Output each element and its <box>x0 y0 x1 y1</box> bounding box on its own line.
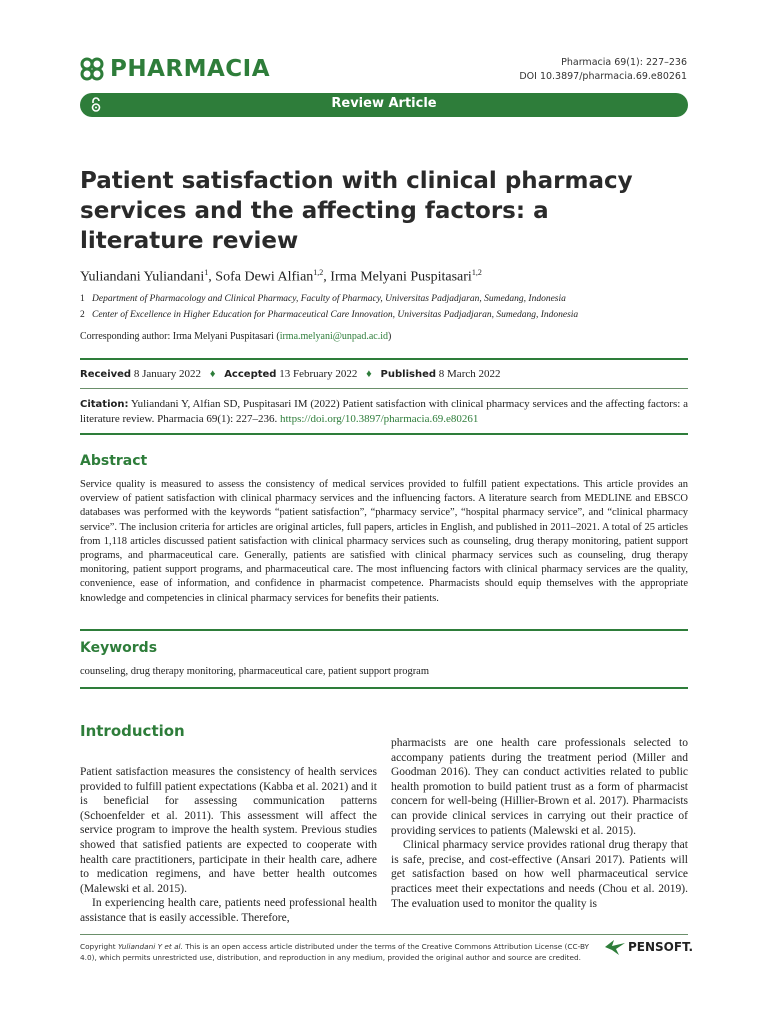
accepted-date: 13 February 2022 <box>279 368 358 380</box>
affiliation-number: 2 <box>80 310 85 320</box>
affiliation <box>80 294 690 304</box>
pensoft-bird-icon <box>604 938 626 956</box>
divider <box>80 388 688 389</box>
body-paragraph: Patient satisfaction measures the consistency of health services provided to fulfill patient expectations (Kabba et al. 2021) and it is beneficial for assessing communication patterns (Schoenfelder et al. 2011). This assessment will affect the service program to improve the health system. Previous studies showed that satisfied patients are expected to cooperate with health care practitioners, participate in their health care, adhere to medication regimens, and have better health outcomes (Malewski et al. 2015). <box>80 766 377 895</box>
corresponding-email-link[interactable]: irma.melyani@unpad.ac.id <box>279 331 389 342</box>
date-separator: ♦ <box>209 368 216 380</box>
citation-block <box>80 397 688 426</box>
logo-text: PHARMACIA <box>110 56 271 82</box>
article-doi[interactable]: DOI 10.3897/pharmacia.69.e80261 <box>519 71 687 82</box>
copyright-prefix: Copyright <box>80 942 118 951</box>
published-label: Published <box>380 369 437 380</box>
affiliation-text: Department of Pharmacology and Clinical Pharmacy, Faculty of Pharmacy, Universitas Padjadjaran, Sumedang, Indonesia <box>92 294 566 304</box>
accepted-label: Accepted <box>224 369 277 380</box>
copyright-notice <box>80 942 600 963</box>
article-dates <box>80 368 501 380</box>
divider <box>80 629 688 631</box>
introduction-heading: Introduction <box>80 722 185 740</box>
author-name[interactable]: Sofa Dewi Alfian <box>215 269 314 285</box>
author-name[interactable]: Irma Melyani Puspitasari <box>330 269 472 285</box>
body-column-right <box>391 736 688 911</box>
keywords-text: counseling, drug therapy monitoring, pharmaceutical care, patient support program <box>80 666 430 677</box>
author-affiliation-ref: 1,2 <box>471 268 482 277</box>
footer-divider <box>80 934 688 935</box>
journal-logo[interactable] <box>80 55 270 83</box>
abstract-heading: Abstract <box>80 453 148 469</box>
affiliation-number: 1 <box>80 294 85 304</box>
divider <box>80 433 688 435</box>
date-separator: ♦ <box>366 368 372 380</box>
corresponding-label: Corresponding author: Irma Melyani Puspitasari ( <box>80 331 280 342</box>
pharmacia-logo-icon <box>80 57 106 81</box>
affiliation <box>80 310 690 320</box>
journal-issue: Pharmacia 69(1): 227–236 <box>561 57 687 68</box>
article-title: Patient satisfaction with clinical pharmacy services and the affecting factors: a literature review <box>80 168 633 254</box>
article-type-label: Review Article <box>331 96 437 111</box>
author-name[interactable]: Yuliandani Yuliandani <box>80 269 205 285</box>
corresponding-end: ) <box>388 331 392 342</box>
citation-text: Yuliandani Y, Alfian SD, Puspitasari IM (2022) Patient satisfaction with clinical pharmacy services and the affecting factors: a literature review. Pharmacia 69(1): 227–236. <box>80 398 688 425</box>
author-affiliation-ref: 1 <box>204 268 209 277</box>
journal-reference <box>519 56 687 84</box>
publisher-logo[interactable] <box>604 938 693 956</box>
corresponding-author <box>80 331 690 342</box>
body-column-left <box>80 765 377 926</box>
received-date: 8 January 2022 <box>133 368 202 380</box>
body-paragraph: Clinical pharmacy service provides rational drug therapy that is safe, precise, and cost-effective (Ansari 2017). Patients will get satisfaction based on how well pharmaceutical service practices meet their expectations and needs (Chou et al. 2019). The evaluation used to monitor the quality is <box>391 839 688 910</box>
abstract-text: Service quality is measured to assess the consistency of medical services provided to fulfill patient expectations. This article provides an overview of patient satisfaction with clinical pharmacy services and the influencing factors. A literature search from MEDLINE and EBSCO databases was performed with the keywords “patient satisfaction”, “pharmacy service”, “hospital pharmacy service”, and “clinical pharmacy service”. The inclusion criteria for articles are original articles, full papers, articles in English, and published in 2011–2021. A total of 25 articles from 1,118 articles discussed patient satisfaction with clinical pharmacy services such as counseling, drug therapy monitoring, patient support programs, and pharmaceutical care. Generally, patients are satisfied with clinical pharmacy services such as counseling, drug therapy monitoring, patient support programs, and pharmaceutical care. The most influencing factors with clinical pharmacy services are the quality, convenience, ease of information, and confidence in pharmacist competence. Pharmacists should equip themselves with the appropriate knowledge and competencies in clinical pharmacy services for benefits their patients. <box>80 479 688 604</box>
received-label: Received <box>80 369 132 380</box>
affiliation-text: Center of Excellence in Higher Education for Pharmaceutical Care Innovation, Universitas Padjadjaran, Sumedang, Indonesia <box>92 310 579 320</box>
citation-doi-link[interactable]: https://doi.org/10.3897/pharmacia.69.e80261 <box>279 413 479 425</box>
citation-label: Citation: <box>80 399 129 410</box>
divider <box>80 358 688 360</box>
divider <box>80 687 688 689</box>
body-paragraph: pharmacists are one health care professionals selected to accompany patients during the treatment period (Miller and Goodman 2016). They can conduct activities related to public health promotion to build patient trust as a form of pharmacist concern for well-being (Hillier-Brown et al. 2017). Pharmacists can provide clinical services in carrying out their practice of providing services to patients (Malewski et al. 2015). <box>391 737 688 837</box>
copyright-text: This is an open access article distributed under the terms of the Creative Commons Attribution License (CC-BY 4.0), which permits unrestricted use, distribution, and reproduction in any medium, provided the original author and source are credited. <box>80 942 590 962</box>
published-date: 8 March 2022 <box>438 368 501 380</box>
publisher-name: PENSOFT. <box>628 940 693 954</box>
keywords-heading: Keywords <box>80 640 158 656</box>
author-affiliation-ref: 1,2 <box>313 268 324 277</box>
author-list: Yuliandani Yuliandani$^1$, Sofa Dewi Alfian$^{1,2}$, Irma Melyani Puspitasari$^{1,2}$ <box>80 268 482 285</box>
article-type-banner <box>80 93 688 117</box>
body-paragraph: In experiencing health care, patients need professional health assistance that is easily accessible. Therefore, <box>80 897 377 924</box>
copyright-authors: Yuliandani Y et al. <box>117 942 183 951</box>
